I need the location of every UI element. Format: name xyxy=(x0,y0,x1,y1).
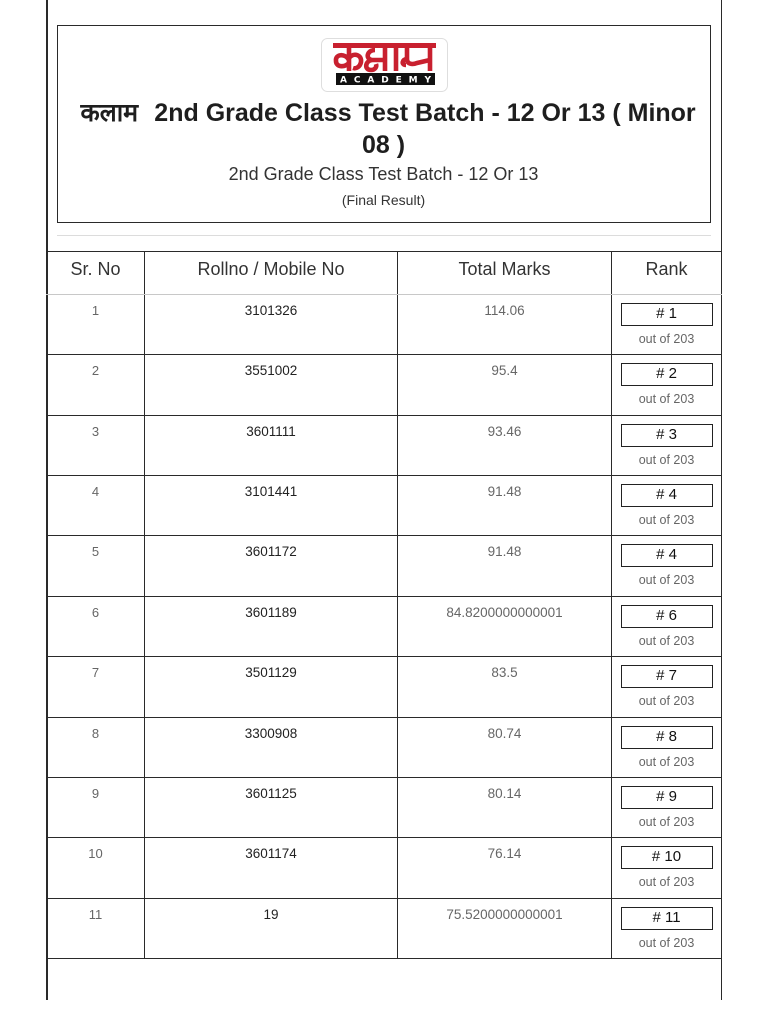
table-row xyxy=(46,838,722,898)
table-row xyxy=(46,416,722,476)
table-header-row xyxy=(46,251,722,295)
rank-badge: # 3 xyxy=(621,424,713,447)
sr-no-cell: 11 xyxy=(46,899,145,958)
rank-out-of: out of 203 xyxy=(638,754,695,769)
rank-badge: # 10 xyxy=(621,846,713,869)
sr-no-cell: 4 xyxy=(46,476,145,535)
table-row xyxy=(46,536,722,596)
rank-out-of: out of 203 xyxy=(638,633,695,648)
page-subtitle: 2nd Grade Class Test Batch - 12 Or 13 xyxy=(228,163,539,184)
rank-cell xyxy=(612,718,722,777)
rollno-cell: 3601174 xyxy=(145,838,398,897)
sr-no-cell: 5 xyxy=(46,536,145,595)
rank-badge: # 8 xyxy=(621,726,713,749)
rank-out-of: out of 203 xyxy=(638,573,695,588)
rollno-cell: 3501129 xyxy=(145,657,398,716)
total-marks-cell: 114.06 xyxy=(398,295,612,354)
rank-out-of: out of 203 xyxy=(638,332,695,346)
column-header-rank: Rank xyxy=(612,252,722,294)
rank-badge: # 1 xyxy=(621,303,713,326)
rank-cell xyxy=(612,355,722,414)
rank-out-of: out of 203 xyxy=(638,452,695,467)
divider xyxy=(57,235,711,236)
rank-cell xyxy=(612,899,722,958)
sr-no-cell: 3 xyxy=(46,416,145,475)
sr-no-cell: 1 xyxy=(46,295,145,354)
table-row xyxy=(46,597,722,657)
rank-badge: # 9 xyxy=(621,786,713,809)
table-row xyxy=(46,718,722,778)
rank-badge: # 7 xyxy=(621,665,713,688)
rollno-cell: 3601189 xyxy=(145,597,398,656)
rank-badge: # 6 xyxy=(621,605,713,628)
title-brand: कलाम xyxy=(80,98,139,127)
logo-image xyxy=(321,38,448,92)
rollno-cell: 19 xyxy=(145,899,398,958)
rank-cell xyxy=(612,416,722,475)
rank-cell xyxy=(612,657,722,716)
column-header-total-marks: Total Marks xyxy=(398,252,612,294)
rank-cell xyxy=(612,838,722,897)
table-row xyxy=(46,778,722,838)
rank-out-of: out of 203 xyxy=(638,935,695,950)
rollno-cell: 3101326 xyxy=(145,295,398,354)
total-marks-cell: 95.4 xyxy=(398,355,612,414)
table-row xyxy=(46,657,722,717)
rank-out-of: out of 203 xyxy=(638,392,695,407)
rollno-cell: 3601111 xyxy=(145,416,398,475)
sr-no-cell: 10 xyxy=(46,838,145,897)
total-marks-cell: 76.14 xyxy=(398,838,612,897)
total-marks-cell: 80.74 xyxy=(398,718,612,777)
table-row xyxy=(46,355,722,415)
rank-badge: # 4 xyxy=(621,544,713,567)
rank-badge: # 4 xyxy=(621,484,713,507)
rank-cell xyxy=(612,476,722,535)
result-type-label: (Final Result) xyxy=(341,191,426,208)
result-header xyxy=(57,25,711,223)
table-row xyxy=(46,295,722,355)
total-marks-cell: 83.5 xyxy=(398,657,612,716)
rollno-cell: 3300908 xyxy=(145,718,398,777)
rank-cell xyxy=(612,778,722,837)
rank-cell xyxy=(612,597,722,656)
table-row xyxy=(46,899,722,959)
rank-badge: # 2 xyxy=(621,363,713,386)
rank-out-of: out of 203 xyxy=(638,513,695,528)
sr-no-cell: 8 xyxy=(46,718,145,777)
rank-cell xyxy=(612,536,722,595)
rollno-cell: 3101441 xyxy=(145,476,398,535)
rollno-cell: 3601125 xyxy=(145,778,398,837)
page-title xyxy=(64,97,704,161)
total-marks-cell: 80.14 xyxy=(398,778,612,837)
rank-out-of: out of 203 xyxy=(638,875,695,890)
results-table xyxy=(46,251,722,959)
sr-no-cell: 6 xyxy=(46,597,145,656)
rollno-cell: 3601172 xyxy=(145,536,398,595)
table-row xyxy=(46,476,722,536)
logo-tagline: ACADEMY xyxy=(339,75,431,85)
total-marks-cell: 91.48 xyxy=(398,536,612,595)
rank-cell xyxy=(612,295,722,354)
column-header-sr-no: Sr. No xyxy=(46,252,145,294)
title-text: 2nd Grade Class Test Batch - 12 Or 13 ( Minor 08 ) xyxy=(154,98,696,159)
rollno-cell: 3551002 xyxy=(145,355,398,414)
rank-badge: # 11 xyxy=(621,907,713,930)
kalam-academy-logo xyxy=(321,38,448,92)
sr-no-cell: 9 xyxy=(46,778,145,837)
sr-no-cell: 7 xyxy=(46,657,145,716)
column-header-rollno: Rollno / Mobile No xyxy=(145,252,398,294)
total-marks-cell: 75.5200000000001 xyxy=(398,899,612,958)
total-marks-cell: 93.46 xyxy=(398,416,612,475)
rank-out-of: out of 203 xyxy=(638,814,695,829)
total-marks-cell: 91.48 xyxy=(398,476,612,535)
total-marks-cell: 84.8200000000001 xyxy=(398,597,612,656)
sr-no-cell: 2 xyxy=(46,355,145,414)
rank-out-of: out of 203 xyxy=(638,694,695,709)
